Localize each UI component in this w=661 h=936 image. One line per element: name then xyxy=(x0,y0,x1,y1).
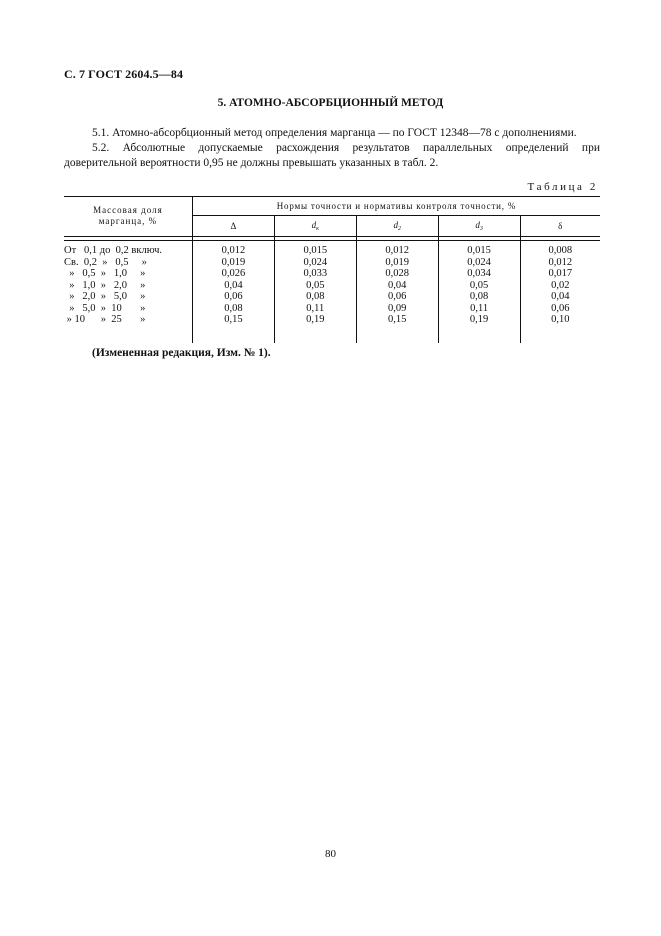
value-cell: 0,017 xyxy=(548,268,573,279)
value-cell: 0,11 xyxy=(438,303,520,315)
column-header-d2-sub: 2 xyxy=(397,226,401,232)
value-cell: 0,09 xyxy=(356,303,438,315)
section-title: 5. АТОМНО-АБСОРБЦИОННЫЙ МЕТОД xyxy=(217,97,444,109)
accuracy-table xyxy=(64,196,600,343)
value-cell: 0,04 xyxy=(356,280,438,292)
accuracy-norms-header: Нормы точности и нормативы контроля точности, % xyxy=(192,197,600,216)
amendment-note: (Измененная редакция, Изм. № 1). xyxy=(92,347,271,359)
value-cell: 0,028 xyxy=(356,268,438,280)
range-cell: » 0,5 » 1,0 » xyxy=(64,268,192,280)
value-cell: 0,06 xyxy=(356,291,438,303)
value-cell: 0,019 xyxy=(356,257,438,269)
mass-fraction-header-line2: марганца, % xyxy=(98,216,158,226)
value-cell: 0,19 xyxy=(274,314,356,326)
paragraph-5-1: 5.1. Атомно-абсорбционный метод определения марганца — по ГОСТ 12348—78 с дополнениями. xyxy=(92,127,577,139)
value-cell: 0,08 xyxy=(438,291,520,303)
range-cell: От 0,1 до 0,2 включ. xyxy=(64,245,192,257)
table-row xyxy=(64,280,600,292)
table-row xyxy=(64,291,600,303)
value-cell: 0,08 xyxy=(192,303,274,315)
range-cell: Св. 0,2 » 0,5 » xyxy=(64,257,192,269)
range-cell: » 5,0 » 10 » xyxy=(64,303,192,315)
value-cell: 0,024 xyxy=(274,257,356,269)
value-cell: 0,08 xyxy=(274,291,356,303)
table-row xyxy=(64,257,600,269)
range-cell: » 1,0 » 2,0 » xyxy=(64,280,192,292)
value-cell: 0,19 xyxy=(438,314,520,326)
column-header-dk-main: d xyxy=(311,220,317,230)
table-row xyxy=(64,245,600,257)
page-header: С. 7 ГОСТ 2604.5—84 xyxy=(64,67,184,81)
mass-fraction-header-line1: Массовая доля xyxy=(93,205,163,215)
value-cell: 0,012 xyxy=(356,245,438,257)
paragraph-5-2: 5.2. Абсолютные допускаемые расхождения результатов параллельных определений при доверительной вероятности 0,95 не должны превышать указанных в табл. 2. xyxy=(64,142,600,169)
value-cell: 0,015 xyxy=(274,245,356,257)
value-cell: 0,06 xyxy=(192,291,274,303)
value-cell: 0,02 xyxy=(551,279,570,291)
column-header-dk-sub: к xyxy=(316,226,319,232)
value-cell: 0,033 xyxy=(274,268,356,280)
value-cell: 0,012 xyxy=(192,245,274,257)
value-cell: 0,012 xyxy=(548,256,573,268)
mass-fraction-header xyxy=(64,197,192,237)
page-number: 80 xyxy=(325,848,336,860)
value-cell: 0,10 xyxy=(551,314,570,325)
table-row xyxy=(64,314,600,326)
value-cell: 0,024 xyxy=(438,257,520,269)
value-cell: 0,05 xyxy=(274,280,356,292)
value-cell: 0,06 xyxy=(551,302,570,314)
value-cell: 0,008 xyxy=(548,245,573,256)
value-cell: 0,15 xyxy=(356,314,438,326)
value-cell: 0,04 xyxy=(192,280,274,292)
column-header-d2-main: d xyxy=(393,220,398,230)
value-cell: 0,15 xyxy=(192,314,274,326)
value-cell: 0,05 xyxy=(438,280,520,292)
column-header-delta: Δ xyxy=(192,216,274,237)
column-header-d3-sub: 3 xyxy=(479,226,483,232)
value-cell: 0,015 xyxy=(438,245,520,257)
value-cell: 0,026 xyxy=(192,268,274,280)
column-header-small-delta: δ xyxy=(558,221,563,231)
column-header-d3-main: d xyxy=(475,220,480,230)
column-header-dk xyxy=(274,216,356,237)
table-row xyxy=(64,303,600,315)
range-cell: » 2,0 » 5,0 » xyxy=(64,291,192,303)
table-caption: Таблица 2 xyxy=(527,181,598,193)
value-cell: 0,11 xyxy=(274,303,356,315)
value-cell: 0,04 xyxy=(551,291,570,302)
column-header-d3 xyxy=(438,216,520,237)
table-row xyxy=(64,268,600,280)
range-cell: » 10 » 25 » xyxy=(64,314,192,326)
column-header-d2 xyxy=(356,216,438,237)
value-cell: 0,019 xyxy=(192,257,274,269)
value-cell: 0,034 xyxy=(438,268,520,280)
